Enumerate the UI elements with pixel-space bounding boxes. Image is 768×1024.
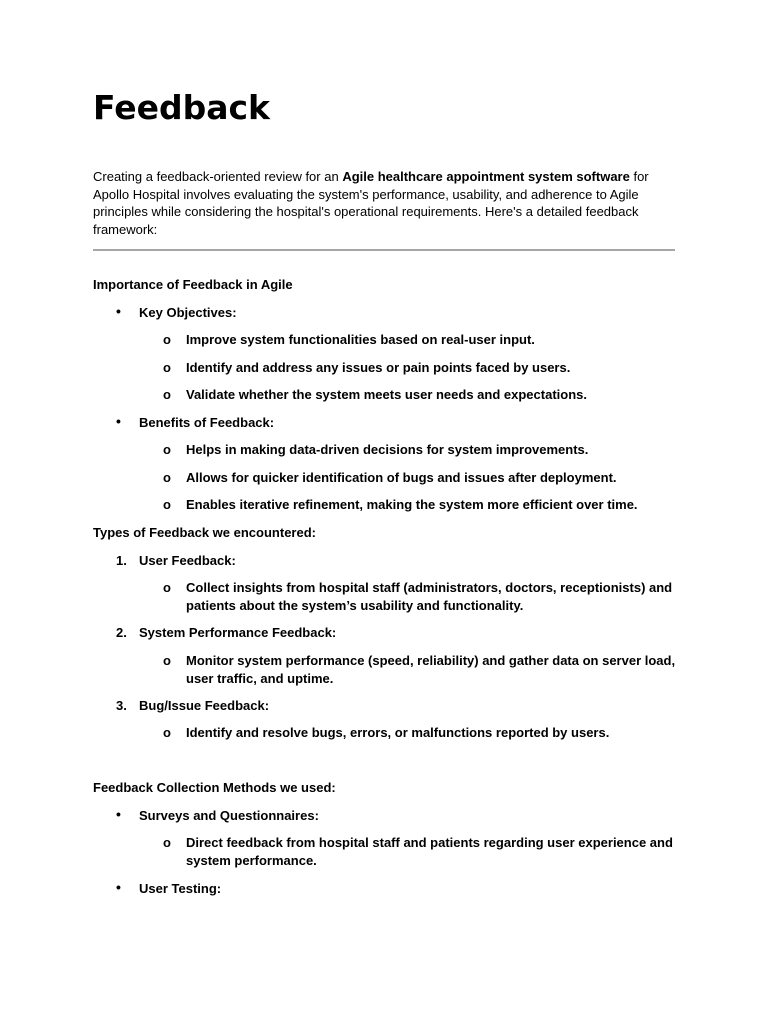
sub-bullet-marker: o bbox=[163, 725, 171, 740]
list-item-key-objectives: Key Objectives: bbox=[139, 305, 237, 320]
section-heading-methods: Feedback Collection Methods we used: bbox=[93, 780, 336, 795]
intro-paragraph bbox=[93, 168, 675, 238]
list-item-performance-feedback: System Performance Feedback: bbox=[139, 625, 337, 640]
list-item: Helps in making data-driven decisions for system improvements. bbox=[186, 442, 589, 457]
sub-bullet-marker: o bbox=[163, 332, 171, 347]
number-marker: 1. bbox=[116, 553, 127, 568]
number-marker: 2. bbox=[116, 625, 127, 640]
sub-bullet-marker: o bbox=[163, 442, 171, 457]
list-item-user-testing: User Testing: bbox=[139, 881, 222, 896]
list-item: Validate whether the system meets user needs and expectations. bbox=[186, 387, 587, 402]
list-item-line: Direct feedback from hospital staff and patients regarding user experience and bbox=[186, 835, 673, 850]
sub-bullet-marker: o bbox=[163, 835, 171, 850]
list-item-benefits: Benefits of Feedback: bbox=[139, 415, 275, 430]
page-title: Feedback bbox=[93, 88, 270, 127]
list-item-line: Collect insights from hospital staff (administrators, doctors, receptionists) and bbox=[186, 580, 673, 595]
sub-bullet-marker: o bbox=[163, 653, 171, 668]
list-item: Allows for quicker identification of bugs and issues after deployment. bbox=[186, 470, 617, 485]
list-item: Enables iterative refinement, making the system more efficient over time. bbox=[186, 497, 638, 512]
list-item-surveys: Surveys and Questionnaires: bbox=[139, 808, 319, 823]
list-item-bug-feedback: Bug/Issue Feedback: bbox=[139, 698, 270, 713]
section-heading-importance: Importance of Feedback in Agile bbox=[93, 277, 293, 292]
bullet-marker: • bbox=[116, 806, 121, 822]
list-item-user-feedback: User Feedback: bbox=[139, 553, 236, 568]
intro-bold-phrase: Agile healthcare appointment system software bbox=[342, 169, 630, 184]
number-marker: 3. bbox=[116, 698, 127, 713]
sub-bullet-marker: o bbox=[163, 387, 171, 402]
sub-bullet-marker: o bbox=[163, 360, 171, 375]
horizontal-divider bbox=[93, 249, 675, 251]
section-heading-types: Types of Feedback we encountered: bbox=[93, 525, 316, 540]
bullet-marker: • bbox=[116, 303, 121, 319]
list-item-line: Monitor system performance (speed, reliability) and gather data on server load, bbox=[186, 653, 676, 668]
list-item-line: user traffic, and uptime. bbox=[186, 671, 334, 686]
bullet-marker: • bbox=[116, 879, 121, 895]
list-item: Identify and address any issues or pain points faced by users. bbox=[186, 360, 571, 375]
sub-bullet-marker: o bbox=[163, 497, 171, 512]
list-item: Improve system functionalities based on real-user input. bbox=[186, 332, 535, 347]
list-item-line: system performance. bbox=[186, 853, 317, 868]
bullet-marker: • bbox=[116, 413, 121, 429]
intro-text-after: for Apollo Hospital involves evaluating the system's performance, usability, and adherence to Agile principles while considering the hospital's operational requirements. Here's a detailed feedback framework: bbox=[93, 169, 649, 237]
list-item-line: patients about the system’s usability and functionality. bbox=[186, 598, 524, 613]
list-item-line: Identify and resolve bugs, errors, or malfunctions reported by users. bbox=[186, 725, 610, 740]
sub-bullet-marker: o bbox=[163, 580, 171, 595]
intro-text-before: Creating a feedback-oriented review for an bbox=[93, 169, 343, 184]
sub-bullet-marker: o bbox=[163, 470, 171, 485]
